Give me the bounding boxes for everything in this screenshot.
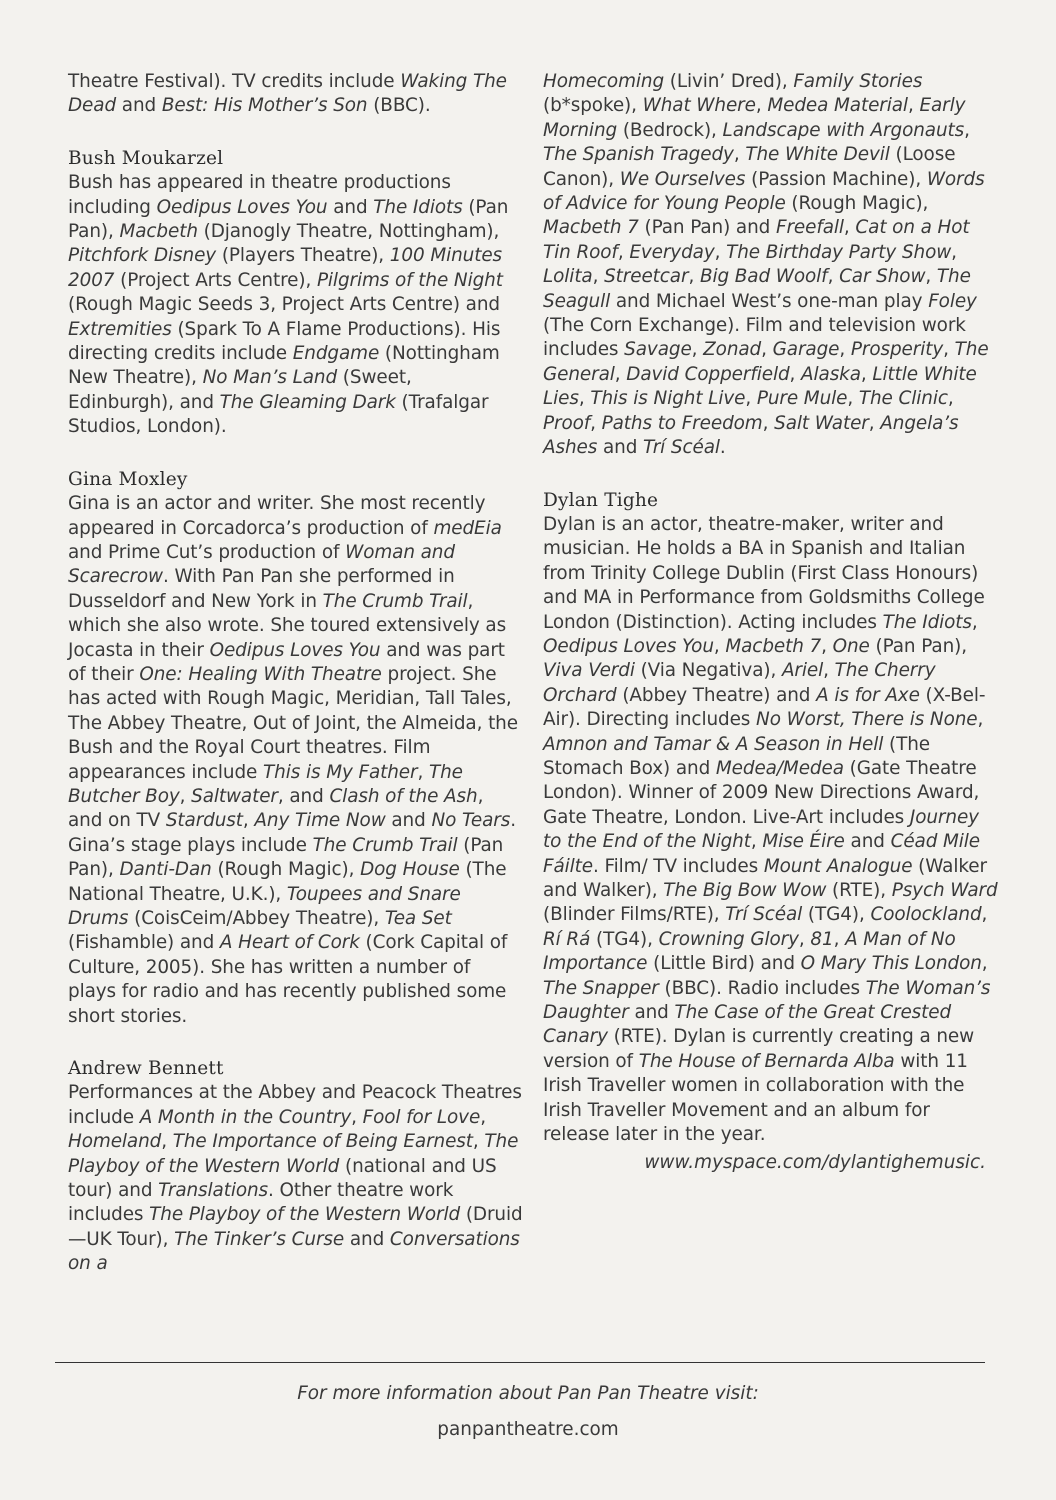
bio-andrew-bennett xyxy=(68,1057,523,1277)
bio-dylan-tighe xyxy=(543,489,998,1176)
bio-text: Bush has appeared in theatre productions including Oedipus Loves You and The Idiots (Pan Pan), Macbeth (Djanogly Theatre, Nottingham), Pitchfork Disney (Players Theatre), 100 Minutes 2007 (Project Arts Centre), Pilgrims of the Night (Rough Magic Seeds 3, Project Arts Centre) and Extremities (Spark To A Flame Productions). His directing credits include Endgame (Nottingham New Theatre), No Man’s Land (Sweet, Edinburgh), and The Gleaming Dark (Trafalgar Studios, London). xyxy=(68,172,509,438)
bio-text: Gina is an actor and writer. She most recently appeared in Corcadorca’s production of medEia and Prime Cut’s production of Woman and Scarecrow. With Pan Pan she performed in Dusseldorf and New York in The Crumb Trail, which she also wrote. She toured extensively as Jocasta in their Oedipus Loves You and was part of their One: Healing With Theatre project. She has acted with Rough Magic, Meridian, Tall Tales, The Abbey Theatre, Out of Joint, the Almeida, the Bush and the Royal Court theatres. Film appearances include This is My Father, The Butcher Boy, Saltwater, and Clash of the Ash, and on TV Stardust, Any Time Now and No Tears. Gina’s stage plays include The Crumb Trail (Pan Pan), Danti-Dan (Rough Magic), Dog House (The National Theatre, U.K.), Toupees and Snare Drums (CoisCeim/Abbey Theatre), Tea Set (Fishamble) and A Heart of Cork (Cork Capital of Culture, 2005). She has written a number of plays for radio and has recently published some short stories. xyxy=(68,493,518,1027)
bio-name: Dylan Tighe xyxy=(543,489,659,511)
bio-name: Gina Moxley xyxy=(68,468,188,490)
footer-info-text: For more information about Pan Pan Theatre visit: xyxy=(297,1383,759,1404)
bio-gina-moxley xyxy=(68,468,523,1029)
continued-bio-text: Theatre Festival). TV credits include Waking The Dead and Best: His Mother’s Son (BBC). xyxy=(68,71,507,117)
continued-bio-text: Homecoming (Livin’ Dred), Family Stories (b*spoke), What Where, Medea Material, Early Morning (Bedrock), Landscape with Argonauts, The Spanish Tragedy, The White Devil (Loose Canon), We Ourselves (Passion Machine), Words of Advice for Young People (Rough Magic), Macbeth 7 (Pan Pan) and Freefall, Cat on a Hot Tin Roof, Everyday, The Birthday Party Show, Lolita, Streetcar, Big Bad Woolf, Car Show, The Seagull and Michael West’s one-man play Foley (The Corn Exchange). Film and television work includes Savage, Zonad, Garage, Prosperity, The General, David Copperfield, Alaska, Little White Lies, This is Night Live, Pure Mule, The Clinic, Proof, Paths to Freedom, Salt Water, Angela’s Ashes and Trí Scéal. xyxy=(543,71,989,459)
bio-bush-moukarzel xyxy=(68,147,523,440)
right-column xyxy=(543,70,998,1204)
footer-website-link[interactable]: panpantheatre.com xyxy=(437,1419,619,1440)
bio-text: Dylan is an actor, theatre-maker, writer and musician. He holds a BA in Spanish and Italian from Trinity College Dublin (First Class Honours) and MA in Performance from Goldsmiths College London (Distinction). Acting includes The Idiots, Oedipus Loves You, Macbeth 7, One (Pan Pan), Viva Verdi (Via Negativa), Ariel, The Cherry Orchard (Abbey Theatre) and A is for Axe (X-Bel-Air). Directing includes No Worst, There is None, Amnon and Tamar & A Season in Hell (The Stomach Box) and Medea/Medea (Gate Theatre London). Winner of 2009 New Directions Award, Gate Theatre, London. Live-Art includes Journey to the End of the Night, Mise Éire and Céad Mile Fáilte. Film/ TV includes Mount Analogue (Walker and Walker), The Big Bow Wow (RTE), Psych Ward (Blinder Films/RTE), Trí Scéal (TG4), Coolockland, Rí Rá (TG4), Crowning Glory, 81, A Man of No Importance (Little Bird) and O Mary This London, The Snapper (BBC). Radio includes The Woman’s Daughter and The Case of the Great Crested Canary (RTE). Dylan is currently creating a new version of The House of Bernarda Alba with 11 Irish Traveller women in collaboration with the Irish Traveller Movement and an album for release later in the year. xyxy=(543,513,998,1146)
bio-text: Performances at the Abbey and Peacock Theatres include A Month in the Country, Fool for Love, Homeland, The Importance of Being Earnest, The Playboy of the Western World (national and US tour) and Translations. Other theatre work includes The Playboy of the Western World (Druid—UK Tour), The Tinker’s Curse and Conversations on a xyxy=(68,1082,523,1275)
bio-name: Andrew Bennett xyxy=(68,1058,224,1080)
myspace-link[interactable]: www.myspace.com/dylantighemusic. xyxy=(644,1152,986,1174)
bio-name: Bush Moukarzel xyxy=(68,147,224,169)
footer-divider xyxy=(55,1362,985,1363)
left-column xyxy=(68,70,523,1305)
